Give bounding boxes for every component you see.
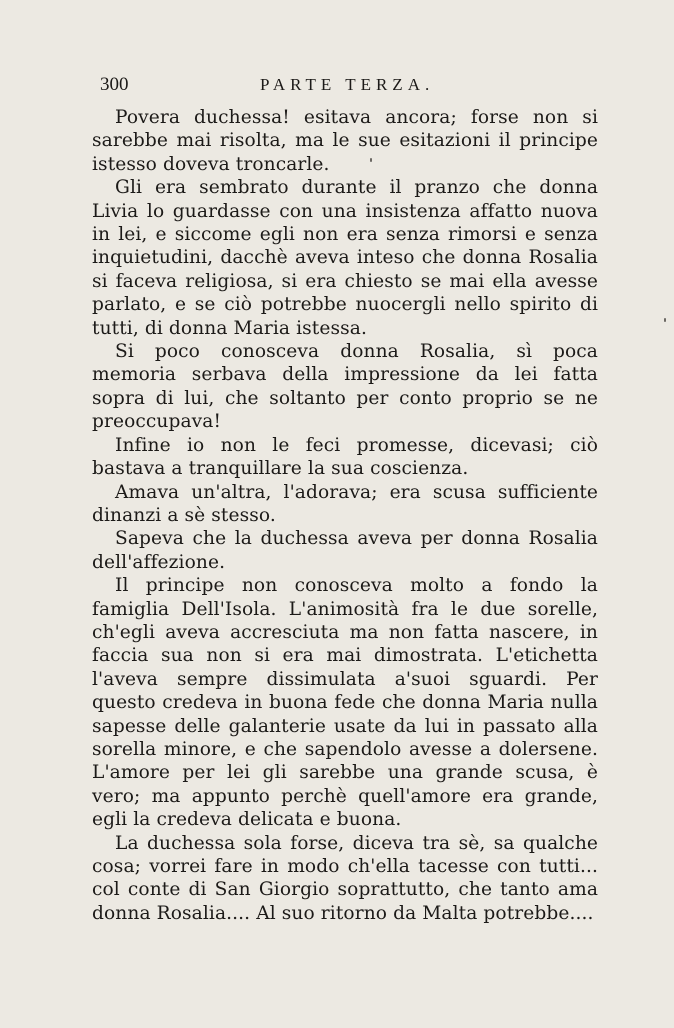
paragraph: La duchessa sola forse, diceva tra sè, sa qualche cosa; vorrei fare in modo ch'ella tacesse con tutti... col conte di San Giorgio soprattutto, che tanto ama donna Rosalia.... Al suo ritorno da Malta potrebbe....	[92, 832, 598, 924]
running-header	[100, 74, 600, 100]
ink-speck	[370, 158, 372, 162]
paragraph: Amava un'altra, l'adorava; era scusa sufficiente dinanzi a sè stesso.	[92, 481, 598, 526]
paragraph: Gli era sembrato durante il pranzo che donna Livia lo guardasse con una insistenza affatto nuova in lei, e siccome egli non era senza rimorsi e senza inquietudini, dacchè aveva inteso che donna Rosalia si faceva religiosa, si era chiesto se mai ella avesse parlato, e se ciò potrebbe nuocergli nello spirito di tutti, di donna Maria istessa.	[92, 177, 598, 339]
paragraph: Povera duchessa! esitava ancora; forse non si sarebbe mai risolta, ma le sue esitazioni il principe istesso doveva troncarle.	[92, 107, 598, 175]
paragraph: Il principe non conosceva molto a fondo la famiglia Dell'Isola. L'animosità fra le due sorelle, ch'egli aveva accresciuta ma non fatta nascere, in faccia sua non si era mai dimostrata. L'etichetta l'aveva sempre dissimulata a'suoi sguardi. Per questo credeva in buona fede che donna Maria nulla sapesse delle galanterie usate da lui in passato alla sorella minore, e che sapendolo avesse a dolersene. L'amore per lei gli sarebbe una grande scusa, è vero; ma appunto perchè quell'amore era grande, egli la credeva delicata e buona.	[92, 575, 598, 831]
ink-speck	[664, 318, 666, 322]
section-title: PARTE TERZA.	[260, 75, 435, 94]
paragraph: Sapeva che la duchessa aveva per donna Rosalia dell'affezione.	[92, 528, 598, 573]
paragraph: Si poco conosceva donna Rosalia, sì poca memoria serbava della impressione da lei fatta sopra di lui, che soltanto per conto proprio se ne preoccupava!	[92, 341, 598, 433]
paragraph: Infine io non le feci promesse, dicevasi; ciò bastava a tranquillare la sua coscienza.	[92, 434, 598, 480]
page-number: 300	[100, 74, 129, 95]
body-text	[92, 106, 598, 925]
